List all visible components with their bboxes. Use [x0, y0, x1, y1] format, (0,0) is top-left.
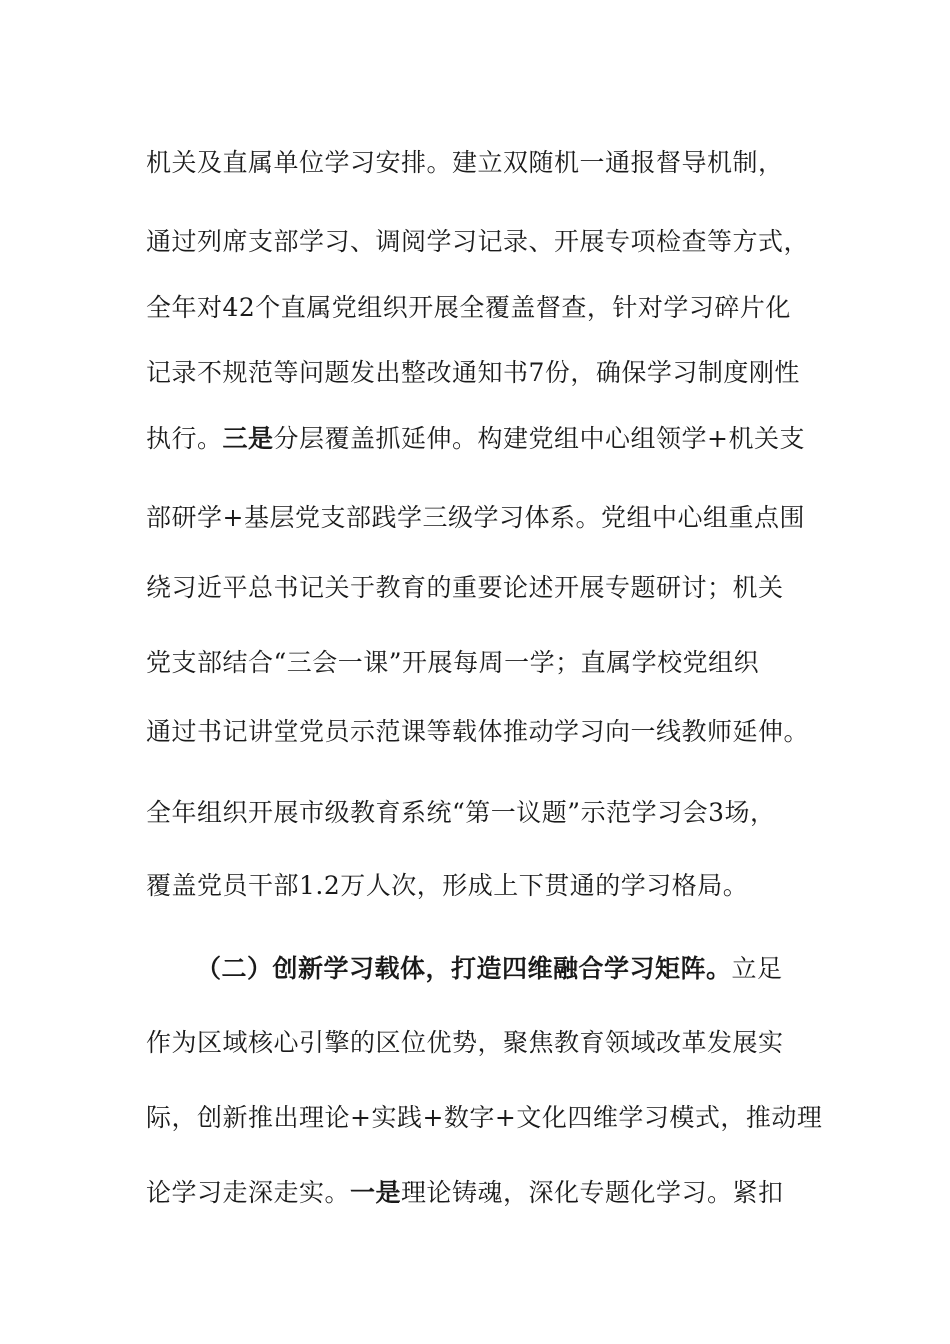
text-line-8: 党支部结合“三会一课”开展每周一学；直属学校党组织 [146, 648, 760, 677]
text-line-6: 部研学+基层党支部践学三级学习体系。党组中心组重点围 [146, 503, 805, 532]
text-segment: 论学习走深走实。 [146, 1178, 351, 1207]
text-segment: 理论铸魂，深化专题化学习。紧扣 [401, 1178, 784, 1207]
enumeration-marker-1: 一是 [350, 1178, 402, 1207]
text-line-11: 覆盖党员干部1.2万人次，形成上下贯通的学习格局。 [146, 871, 749, 900]
section-heading-line [196, 949, 876, 989]
text-line-2: 通过列席支部学习、调阅学习记录、开展专项检查等方式， [146, 227, 810, 256]
text-line-5 [146, 419, 826, 459]
text-segment: 执行。 [146, 424, 223, 453]
enumeration-marker-3: 三是 [222, 424, 274, 453]
text-segment: 立足 [731, 954, 783, 983]
text-line-4: 记录不规范等问题发出整改通知书7份，确保学习制度刚性 [146, 358, 800, 387]
text-line-12: 作为区域核心引擎的区位优势，聚焦教育领域改革发展实 [146, 1028, 784, 1057]
text-line-7: 绕习近平总书记关于教育的重要论述开展专题研讨；机关 [146, 573, 784, 602]
text-line-14 [146, 1173, 826, 1213]
text-line-10: 全年组织开展市级教育系统“第一议题”示范学习会3场， [146, 798, 776, 827]
text-line-1: 机关及直属单位学习安排。建立双随机一通报督导机制， [146, 148, 784, 177]
text-line-3: 全年对42个直属党组织开展全覆盖督查，针对学习碎片化 [146, 293, 791, 322]
section-heading: （二）创新学习载体，打造四维融合学习矩阵。 [196, 954, 732, 983]
text-segment: 分层覆盖抓延伸。构建党组中心组领学+机关支 [273, 424, 805, 453]
text-line-9: 通过书记讲堂党员示范课等载体推动学习向一线教师延伸。 [146, 717, 810, 746]
text-line-13: 际，创新推出理论+实践+数字+文化四维学习模式，推动理 [146, 1103, 823, 1132]
